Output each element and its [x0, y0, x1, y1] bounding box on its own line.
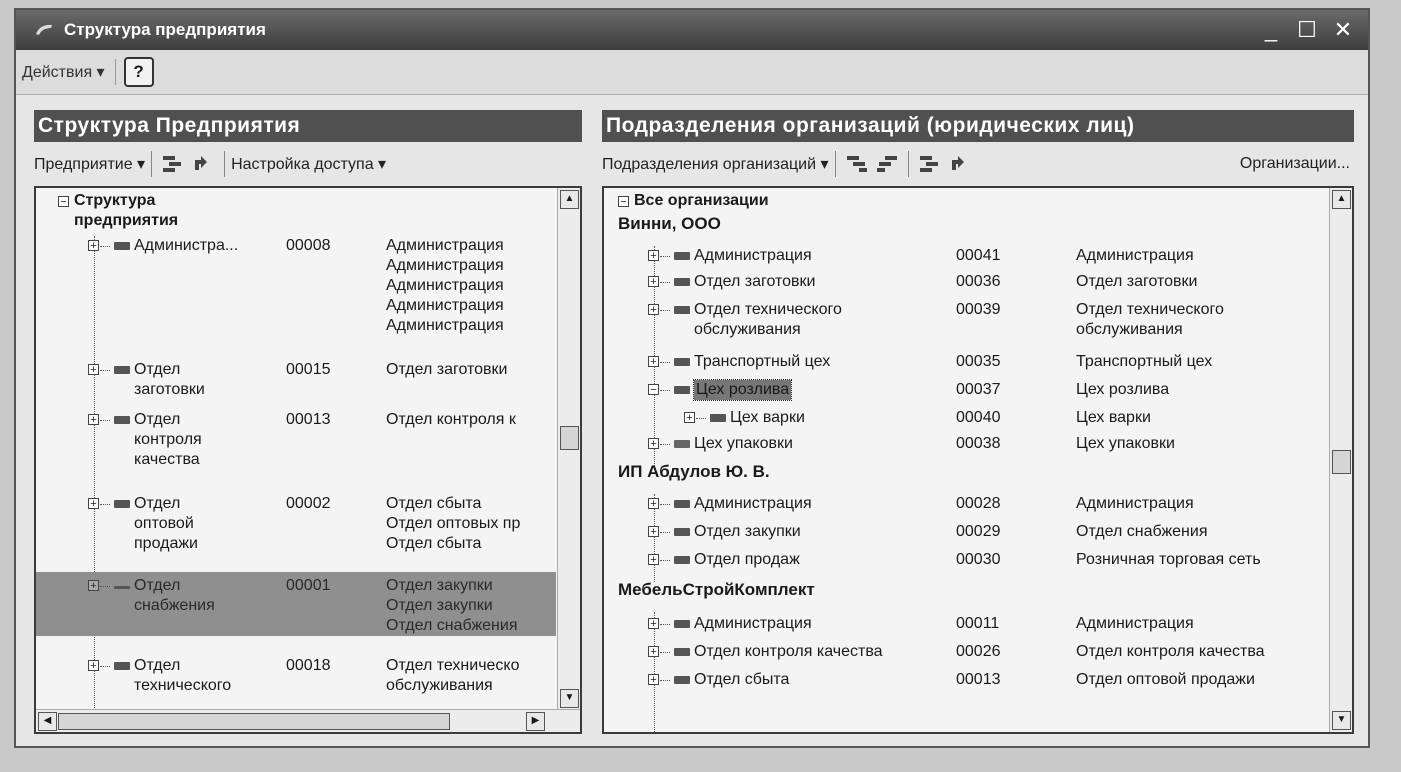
row-description: Администрация: [1076, 247, 1194, 264]
row-name: Цех упаковки: [694, 435, 793, 452]
folder-icon: [674, 278, 690, 286]
expand-icon[interactable]: +: [648, 554, 659, 565]
menu-separator: [115, 59, 116, 85]
expand-icon[interactable]: +: [648, 618, 659, 629]
row-code: 00026: [956, 643, 1001, 660]
row-name: Отдел оптовой продажи: [134, 495, 198, 552]
expand-icon[interactable]: +: [648, 276, 659, 287]
hierarchy-up-icon[interactable]: [874, 153, 900, 175]
tree-connector: [660, 256, 670, 257]
level-up-icon[interactable]: [947, 153, 973, 175]
row-name: Отдел контроля качества: [694, 643, 883, 660]
left-vertical-scrollbar[interactable]: [557, 188, 580, 710]
row-description: Отдел закупки Отдел закупки Отдел снабжения: [386, 577, 518, 634]
tree-connector: [660, 532, 670, 533]
folder-icon: [674, 306, 690, 314]
row-code: 00041: [956, 247, 1001, 264]
expand-icon[interactable]: +: [648, 356, 659, 367]
enterprise-tree[interactable]: [34, 186, 582, 734]
tree-connector: [696, 418, 706, 419]
tree-connector: [660, 680, 670, 681]
row-name: Отдел заготовки: [134, 361, 205, 398]
folder-icon: [114, 662, 130, 670]
row-code: 00038: [956, 435, 1001, 452]
access-settings-menu[interactable]: Настройка доступа ▾: [231, 156, 387, 173]
row-code: 00018: [286, 657, 331, 674]
tree-connector: [660, 362, 670, 363]
expand-icon[interactable]: +: [88, 414, 99, 425]
scroll-up-icon[interactable]: ▲: [560, 190, 579, 209]
row-name: Отдел технического обслуживания: [694, 301, 842, 338]
folder-icon: [114, 500, 130, 508]
org-header[interactable]: Винни, ООО: [618, 214, 721, 233]
expand-icon[interactable]: +: [88, 580, 99, 591]
row-code: 00040: [956, 409, 1001, 426]
row-code: 00011: [956, 615, 1000, 632]
folder-icon: [674, 252, 690, 260]
row-description: Отдел контроля качества: [1076, 643, 1265, 660]
folder-icon: [674, 528, 690, 536]
actions-menu[interactable]: Действия ▾: [22, 64, 105, 81]
row-code: 00013: [956, 671, 1001, 688]
expand-icon[interactable]: +: [648, 498, 659, 509]
row-code: 00015: [286, 361, 331, 378]
tree-connector: [100, 370, 110, 371]
folder-icon: [674, 676, 690, 684]
folder-icon: [674, 386, 690, 394]
close-button[interactable]: ✕: [1333, 17, 1353, 42]
row-name: Отдел продаж: [694, 551, 800, 568]
expand-icon[interactable]: +: [88, 660, 99, 671]
tree-line: [654, 612, 655, 732]
right-vertical-scrollbar[interactable]: [1329, 188, 1352, 732]
expand-icon[interactable]: +: [648, 438, 659, 449]
row-description: Цех упаковки: [1076, 435, 1175, 452]
row-description: Отдел снабжения: [1076, 523, 1208, 540]
toolbar-separator: [835, 151, 836, 177]
tree-connector: [100, 504, 110, 505]
row-name: Отдел снабжения: [134, 577, 215, 614]
window-title: Структура предприятия: [64, 20, 266, 39]
tree-connector: [660, 390, 670, 391]
folder-icon: [674, 648, 690, 656]
row-description: Отдел заготовки: [386, 361, 508, 378]
folder-icon: [674, 620, 690, 628]
tree-connector: [660, 282, 670, 283]
folder-icon: [674, 500, 690, 508]
minimize-button[interactable]: _: [1264, 17, 1278, 42]
scroll-thumb[interactable]: [560, 426, 579, 450]
right-panel-toolbar: [602, 142, 1354, 186]
row-name: Отдел контроля качества: [134, 411, 202, 468]
expand-icon[interactable]: +: [88, 498, 99, 509]
divisions-menu[interactable]: Подразделения организаций ▾: [602, 156, 829, 173]
row-description: Отдел оптовой продажи: [1076, 671, 1255, 688]
tree-connector: [660, 310, 670, 311]
tree-connector: [100, 666, 110, 667]
row-name: Отдел сбыта: [694, 671, 790, 688]
row-code: 00039: [956, 301, 1001, 318]
folder-icon: [114, 366, 130, 374]
row-code: 00035: [956, 353, 1001, 370]
folder-icon: [674, 556, 690, 564]
folder-icon: [114, 416, 130, 424]
hierarchy-down-icon[interactable]: [844, 153, 870, 175]
maximize-button[interactable]: ☐: [1297, 17, 1317, 42]
tree-connector: [100, 586, 110, 587]
tree-connector: [660, 504, 670, 505]
tree-connector: [660, 560, 670, 561]
row-code: 00036: [956, 273, 1001, 290]
tree-connector: [660, 624, 670, 625]
folder-stack-icon: [674, 440, 690, 448]
folder-icon: [674, 358, 690, 366]
row-description: Отдел технического обслуживания: [1076, 301, 1224, 338]
left-horizontal-scrollbar[interactable]: [36, 709, 580, 732]
row-description: Администрация: [1076, 615, 1194, 632]
enterprise-menu[interactable]: Предприятие ▾: [34, 156, 146, 173]
tree-connector: [100, 420, 110, 421]
folder-icon: [114, 242, 130, 250]
row-code: 00037: [956, 381, 1001, 398]
row-name: Цех варки: [730, 409, 805, 426]
hierarchy-list-icon[interactable]: [160, 153, 186, 175]
row-code: 00030: [956, 551, 1001, 568]
tree-root-label[interactable]: Все организации: [634, 192, 769, 209]
expand-icon[interactable]: +: [648, 674, 659, 685]
folder-icon: [710, 414, 726, 422]
collapse-icon[interactable]: −: [618, 196, 629, 207]
toolbar-separator: [151, 151, 152, 177]
row-code: 00001: [286, 577, 331, 594]
enterprise-structure-window: [14, 8, 1370, 748]
title-bar: [16, 10, 1368, 50]
expand-icon[interactable]: +: [648, 250, 659, 261]
scroll-up-icon[interactable]: ▲: [1332, 190, 1351, 209]
org-header[interactable]: МебельСтройКомплект: [618, 580, 815, 599]
left-panel-header: Структура Предприятия: [34, 110, 582, 142]
hierarchy-list-icon[interactable]: [917, 153, 943, 175]
app-icon: [34, 22, 54, 38]
right-panel-header: Подразделения организаций (юридических лиц): [602, 110, 1354, 142]
tree-connector: [100, 246, 110, 247]
level-up-icon[interactable]: [190, 153, 216, 175]
row-name: Администрация: [694, 495, 812, 512]
scroll-left-icon[interactable]: ◀: [38, 712, 57, 731]
row-description: Цех варки: [1076, 409, 1151, 426]
org-header[interactable]: ИП Абдулов Ю. В.: [618, 462, 770, 481]
tree-root-label[interactable]: Структура предприятия: [74, 192, 179, 229]
row-description: Транспортный цех: [1076, 353, 1213, 370]
row-code: 00008: [286, 237, 331, 254]
collapse-icon[interactable]: −: [648, 384, 659, 395]
row-code: 00029: [956, 523, 1001, 540]
divisions-tree[interactable]: [602, 186, 1354, 734]
expand-icon[interactable]: +: [88, 240, 99, 251]
org-divisions-panel: [602, 110, 1354, 734]
toolbar-separator: [908, 151, 909, 177]
scroll-down-icon[interactable]: ▼: [560, 689, 579, 708]
left-panel-toolbar: [34, 142, 582, 186]
row-name: Отдел заготовки: [694, 273, 816, 290]
row-name: Отдел закупки: [694, 523, 801, 540]
scroll-down-icon[interactable]: ▼: [1332, 711, 1351, 730]
folder-icon: [114, 586, 130, 589]
menu-bar: [16, 50, 1368, 95]
row-description: Администрация Администрация Администрация Администрация Администрация: [386, 237, 504, 334]
row-description: Отдел контроля к: [386, 411, 516, 428]
enterprise-structure-panel: [34, 110, 582, 734]
expand-icon[interactable]: +: [648, 526, 659, 537]
tree-line: [94, 236, 95, 722]
organizations-link[interactable]: Организации...: [1239, 155, 1350, 172]
tree-connector: [660, 444, 670, 445]
help-button[interactable]: ?: [124, 57, 154, 87]
row-name: Отдел технического: [134, 657, 232, 694]
row-code: 00013: [286, 411, 331, 428]
row-description: Отдел сбыта Отдел оптовых пр Отдел сбыта: [386, 495, 521, 552]
row-code: 00002: [286, 495, 331, 512]
expand-icon[interactable]: +: [648, 646, 659, 657]
row-name: Администрация: [694, 247, 812, 264]
toolbar-separator: [224, 151, 225, 177]
scroll-thumb[interactable]: [1332, 450, 1351, 474]
row-name: Цех розлива: [696, 381, 790, 398]
row-description: Цех розлива: [1076, 381, 1170, 398]
row-description: Отдел техническо обслуживания: [386, 657, 520, 694]
row-description: Розничная торговая сеть: [1076, 551, 1261, 568]
expand-icon[interactable]: +: [648, 304, 659, 315]
row-name: Администрация: [694, 615, 812, 632]
row-description: Отдел заготовки: [1076, 273, 1198, 290]
tree-connector: [660, 652, 670, 653]
expand-icon[interactable]: +: [684, 412, 695, 423]
collapse-icon[interactable]: −: [58, 196, 69, 207]
scroll-right-icon[interactable]: ▶: [526, 712, 545, 731]
row-name: Администра...: [134, 237, 239, 254]
expand-icon[interactable]: +: [88, 364, 99, 375]
row-code: 00028: [956, 495, 1001, 512]
horizontal-scroll-thumb[interactable]: [58, 713, 450, 730]
row-description: Администрация: [1076, 495, 1194, 512]
row-name: Транспортный цех: [694, 353, 831, 370]
